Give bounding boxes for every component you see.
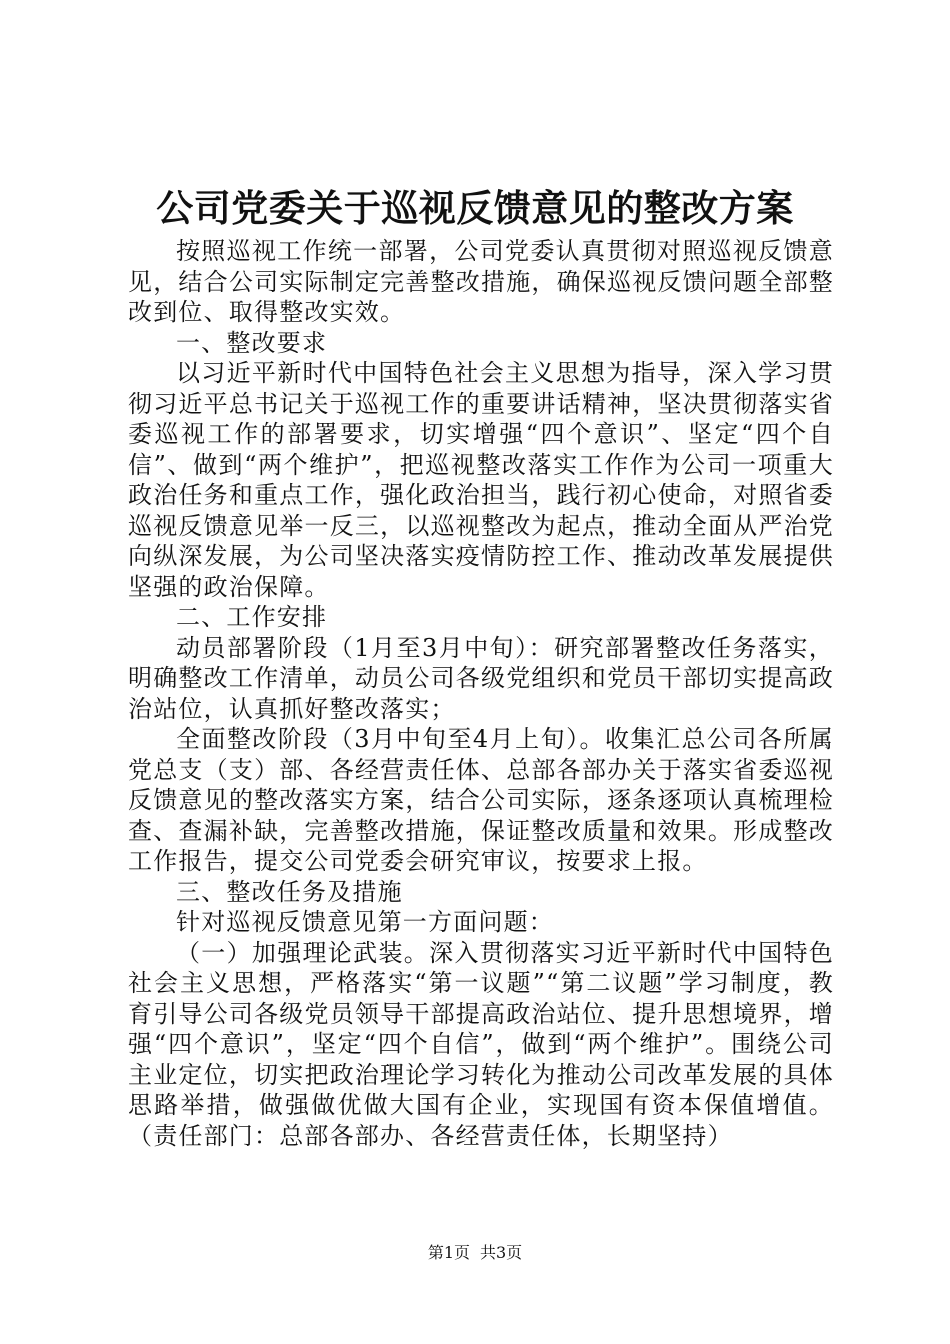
mobilization-stage-paragraph: 动员部署阶段（1月至3月中旬）：研究部署整改任务落实，明确整改工作清单，动员公司各级党组织和党员干部切实提高政治站位，认真抓好整改落实；: [128, 633, 834, 723]
task-item-1-paragraph: （一）加强理论武装。深入贯彻落实习近平新时代中国特色社会主义思想，严格落实“第一议题”“第二议题”学习制度，教育引导公司各级党员领导干部提高政治站位、提升思想境界，增强“四个意识”，坚定“四个自信”，做到“两个维护”。围绕公司主业定位，切实把政治理论学习转化为推动公司改革发展的具体思路举措，做强做优做大国有企业，实现国有资本保值增值。（责任部门：总部各部办、各经营责任体，长期坚持）: [128, 938, 834, 1150]
document-title: 公司党委关于巡视反馈意见的整改方案: [156, 186, 794, 230]
section-heading-tasks: 三、整改任务及措施: [176, 877, 403, 906]
section-heading-requirements: 一、整改要求: [176, 328, 328, 357]
page-footer: [0, 1242, 950, 1264]
rectification-stage-paragraph: 全面整改阶段（3月中旬至4月上旬）。收集汇总公司各所属党总支（支）部、各经营责任体、总部各部办关于落实省委巡视反馈意见的整改落实方案，结合公司实际，逐条逐项认真梳理检查、查漏补缺，完善整改措施，保证整改质量和效果。形成整改工作报告，提交公司党委会研究审议，按要求上报。: [128, 725, 834, 875]
page-number-total: 共3页: [480, 1243, 523, 1262]
document-body: [128, 236, 834, 1151]
first-issue-intro: 针对巡视反馈意见第一方面问题：: [176, 908, 554, 936]
requirements-paragraph: 以习近平新时代中国特色社会主义思想为指导，深入学习贯彻习近平总书记关于巡视工作的重要讲话精神，坚决贯彻落实省委巡视工作的部署要求，切实增强“四个意识”、坚定“四个自信”、做到“两个维护”，把巡视整改落实工作作为公司一项重大政治任务和重点工作，强化政治担当，践行初心使命，对照省委巡视反馈意见举一反三，以巡视整改为起点，推动全面从严治党向纵深发展，为公司坚决落实疫情防控工作、推动改革发展提供坚强的政治保障。: [128, 359, 834, 601]
page-number-current: 第1页: [427, 1243, 470, 1262]
intro-paragraph: 按照巡视工作统一部署，公司党委认真贯彻对照巡视反馈意见，结合公司实际制定完善整改措施，确保巡视反馈问题全部整改到位、取得整改实效。: [128, 237, 834, 326]
section-heading-arrangement: 二、工作安排: [176, 603, 328, 631]
